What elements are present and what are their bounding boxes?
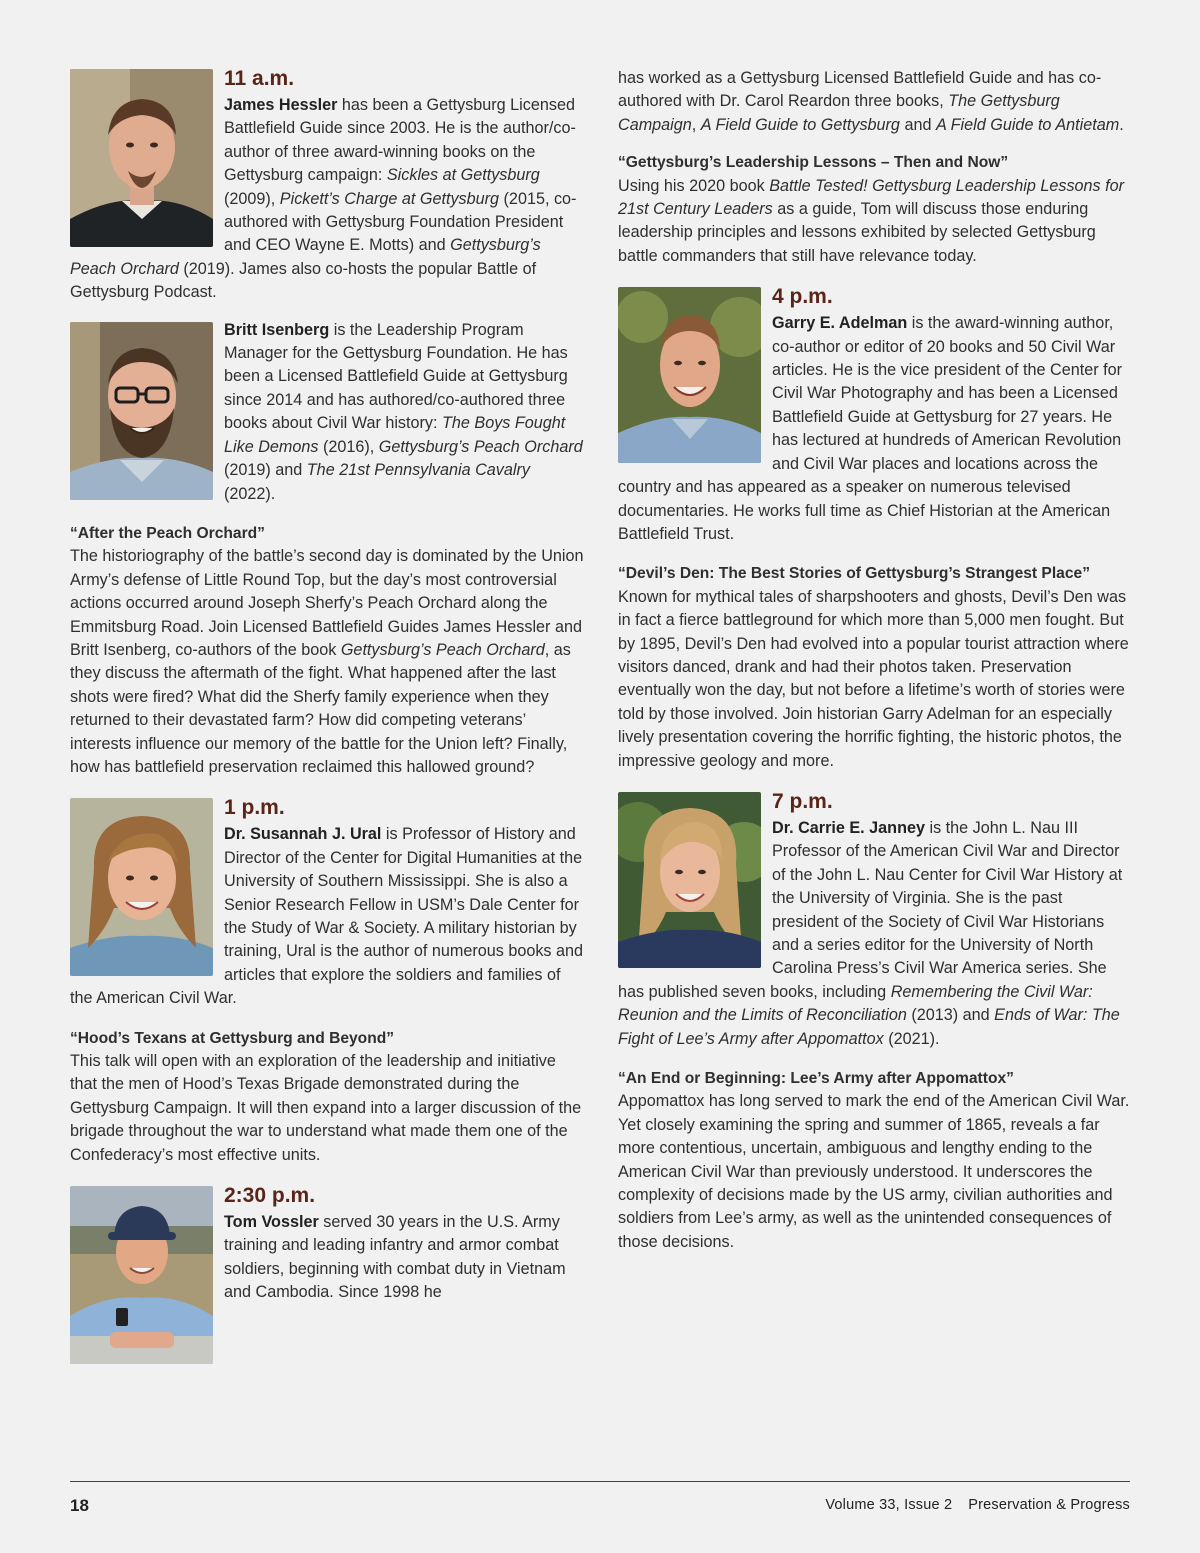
portrait-carrie-janney: [618, 792, 761, 968]
bio-text: and: [899, 115, 936, 134]
time-11am: 11 a.m.: [224, 67, 295, 90]
talk-text: , as they discuss the aftermath of the fight. What happened after the last shots were fired? What did the Sherfy family experience when they returned to their devastated farm? How did competing veterans’ interests influence our memory of the battle for the Union left? Finally, how has battlefield preservation reclaimed this hallowed ground?: [70, 640, 571, 776]
speaker-name: Tom Vossler: [224, 1213, 319, 1232]
book-title: Pickett’s Charge at Gettysburg: [279, 189, 500, 208]
bio-text: served 30 years in the U.S. Army training and leading infantry and armor combat soldiers, beginning with combat duty in Vietnam and Cambodia. Since 1998 he: [224, 1213, 566, 1302]
talk-desc-lees-army: Appomattox has long served to mark the end of the American Civil War. Yet closely examining the spring and summer of 1865, reveals a far more contentious, uncertain, ambiguous and lengthy ending to the American Civil War than previously understood. It underscores the complexity of decisions made by the US army, civilian authorities and soldiers from Lee’s army, as well as the unintended consequences of those decisions.: [618, 1092, 1130, 1251]
talk-desc-peach-orchard: [70, 545, 584, 779]
time-230pm: 2:30 p.m.: [224, 1184, 316, 1208]
speaker-vossler: [70, 1183, 584, 1366]
book-title: The Boys Fought Like Demons: [224, 414, 566, 456]
book-title: Battle Tested! Gettysburg Leadership Lessons for 21st Century Leaders: [618, 176, 1125, 219]
right-column: [618, 67, 1132, 1270]
footer-masthead: [809, 1497, 1130, 1513]
book-title: A Field Guide to Antietam: [935, 115, 1120, 134]
footer-divider: [70, 1481, 1130, 1482]
book-title: Sickles at Gettysburg: [386, 166, 540, 185]
book-title: The Gettysburg Campaign: [618, 92, 1060, 134]
book-title: Ends of War: The Fight of Lee’s Army after Appomattox: [618, 1006, 1120, 1048]
talk-desc-leadership-lessons: [618, 175, 1132, 269]
portrait-james-hessler: [70, 69, 213, 247]
speaker-name: Dr. Susannah J. Ural: [224, 825, 382, 844]
portrait-britt-isenberg: [70, 322, 213, 500]
talk-text: The historiography of the battle’s second day is dominated by the Union Army’s defense of Little Round Top, but the day’s most controversial actions occurred around Joseph Sherfy’s Peach Orchard along the Emmitsburg Road. Join Licensed Battlefield Guides James Hessler and Britt Isenberg, co-authors of the book: [70, 547, 584, 659]
talk-title-peach-orchard: “After the Peach Orchard”: [70, 524, 265, 542]
portrait-susannah-ural: [70, 798, 213, 976]
book-title: Gettysburg’s Peach Orchard: [70, 236, 541, 278]
talk-title-leadership-lessons: “Gettysburg’s Leadership Lessons – Then and Now”: [618, 154, 1009, 172]
bio-text: (2019) and: [224, 461, 307, 480]
time-7pm: 7 p.m.: [772, 789, 833, 813]
talk-title-lees-army: “An End or Beginning: Lee’s Army after Appomattox”: [618, 1070, 1014, 1088]
book-title: The 21st Pennsylvania Cavalry: [306, 461, 530, 480]
speaker-name: Dr. Carrie E. Janney: [772, 818, 925, 837]
time-1pm: 1 p.m.: [224, 796, 285, 820]
bio-text: (2015, co-authored with Gettysburg Foundation President and CEO Wayne E. Motts) and: [224, 189, 577, 255]
bio-text: ,: [691, 115, 701, 134]
speaker-hessler: [70, 66, 584, 319]
talk-text: Using his 2020 book: [618, 176, 770, 195]
talk-title-devils-den: “Devil’s Den: The Best Stories of Gettysburg’s Strangest Place”: [618, 565, 1090, 583]
portrait-garry-adelman: [618, 287, 761, 463]
talk-text: as a guide, Tom will discuss those enduring leadership principles and lessons exhibited by selected Gettysburg battle commanders that still have relevance today.: [618, 200, 1096, 265]
page-number: 18: [70, 1496, 89, 1515]
bio-text: is the John L. Nau III Professor of the American Civil War and Director of the John L. Nau Center for Civil War History at the University of Virginia. She is the past president of the Society of Civil War Historians and a series editor for the University of North Carolina Press’s Civil War America series. She has published seven books, including: [618, 818, 1123, 1001]
speaker-adelman: [618, 284, 1132, 560]
speaker-name: Garry E. Adelman: [772, 314, 908, 333]
bio-text: has worked as a Gettysburg Licensed Battlefield Guide and has co-authored with Dr. Carol Reardon three books,: [618, 69, 1102, 111]
book-title: Remembering the Civil War: Reunion and the Limits of Reconciliation: [618, 982, 1093, 1025]
book-title: Gettysburg’s Peach Orchard: [340, 640, 545, 659]
talk-title-hoods-texans: “Hood’s Texans at Gettysburg and Beyond”: [70, 1029, 395, 1047]
speaker-janney: [618, 789, 1132, 1065]
speaker-ural: [70, 795, 584, 1024]
bio-text: has been a Gettysburg Licensed Battlefield Guide since 2003. He is the author/co-author of three award-winning books on the Gettysburg campaign:: [224, 96, 576, 185]
talk-desc-devils-den: Known for mythical tales of sharpshooters and ghosts, Devil’s Den was in fact a fierce battleground for which more than 5,000 men fought. But by 1895, Devil’s Den had evolved into a popular tourist attraction where visitors danced, drank and had their photos taken. Preservation eventually won the day, but not before a lifetime’s worth of stories were told by those involved. Join historian Garry Adelman for an especially lively presentation covering the horrific fighting, the historic photos, the impressive geology and more.: [618, 587, 1129, 770]
issue-label: Volume 33, Issue 2: [825, 1497, 953, 1513]
bio-text: (2021).: [883, 1029, 940, 1048]
left-column: [70, 66, 584, 1366]
speaker-name: Britt Isenberg: [224, 320, 330, 339]
speaker-name: James Hessler: [224, 96, 338, 114]
bio-text: is the Leadership Program Manager for the Gettysburg Foundation. He has been a Licensed Battlefield Guide at Gettysburg since 2014 and has authored/co-authored three books about Civil War history:: [224, 320, 568, 433]
speaker-isenberg: [70, 319, 584, 520]
bio-text: (2016),: [318, 437, 379, 456]
bio-text: is the award-winning author, co-author or editor of 20 books and 50 Civil War articles. He is the vice president of the Center for Civil War Photography and has been a Licensed Battlefield Guide at Gettysburg for 27 years. He has lectured at hundreds of American Revolution and Civil War places and locations across the country and has appeared as a speaker on numerous televised documentaries. He works full time as Chief Historian at the American Battlefield Trust.: [618, 314, 1122, 543]
bio-text: (2019). James also co-hosts the popular Battle of Gettysburg Podcast.: [70, 259, 537, 302]
bio-text: is Professor of History and Director of the Center for Digital Humanities at the University of Southern Mississippi. She is also a Senior Research Fellow in USM’s Dale Center for the Study of War & Society. A military historian by training, Ural is the author of numerous books and articles that explore the soldiers and families of the American Civil War.: [70, 825, 584, 1008]
bio-text: (2009),: [224, 189, 280, 208]
time-4pm: 4 p.m.: [772, 285, 833, 309]
bio-text: (2022).: [224, 484, 276, 503]
portrait-tom-vossler: [70, 1186, 213, 1364]
talk-desc-hoods-texans: This talk will open with an exploration of the leadership and initiative that the men of Hood’s Texas Brigade demonstrated during the Gettysburg Campaign. It will then expand into a larger discussion of the brigade throughout the war to understand what made them one of the Confederacy’s most effective units.: [70, 1052, 582, 1164]
bio-text: (2013) and: [906, 1006, 995, 1025]
publication-name: Preservation & Progress: [968, 1497, 1130, 1513]
bio-vossler-continued: [618, 67, 1132, 137]
book-title: Gettysburg’s Peach Orchard: [378, 437, 583, 456]
bio-text: .: [1119, 115, 1124, 134]
book-title: A Field Guide to Gettysburg: [700, 115, 900, 134]
